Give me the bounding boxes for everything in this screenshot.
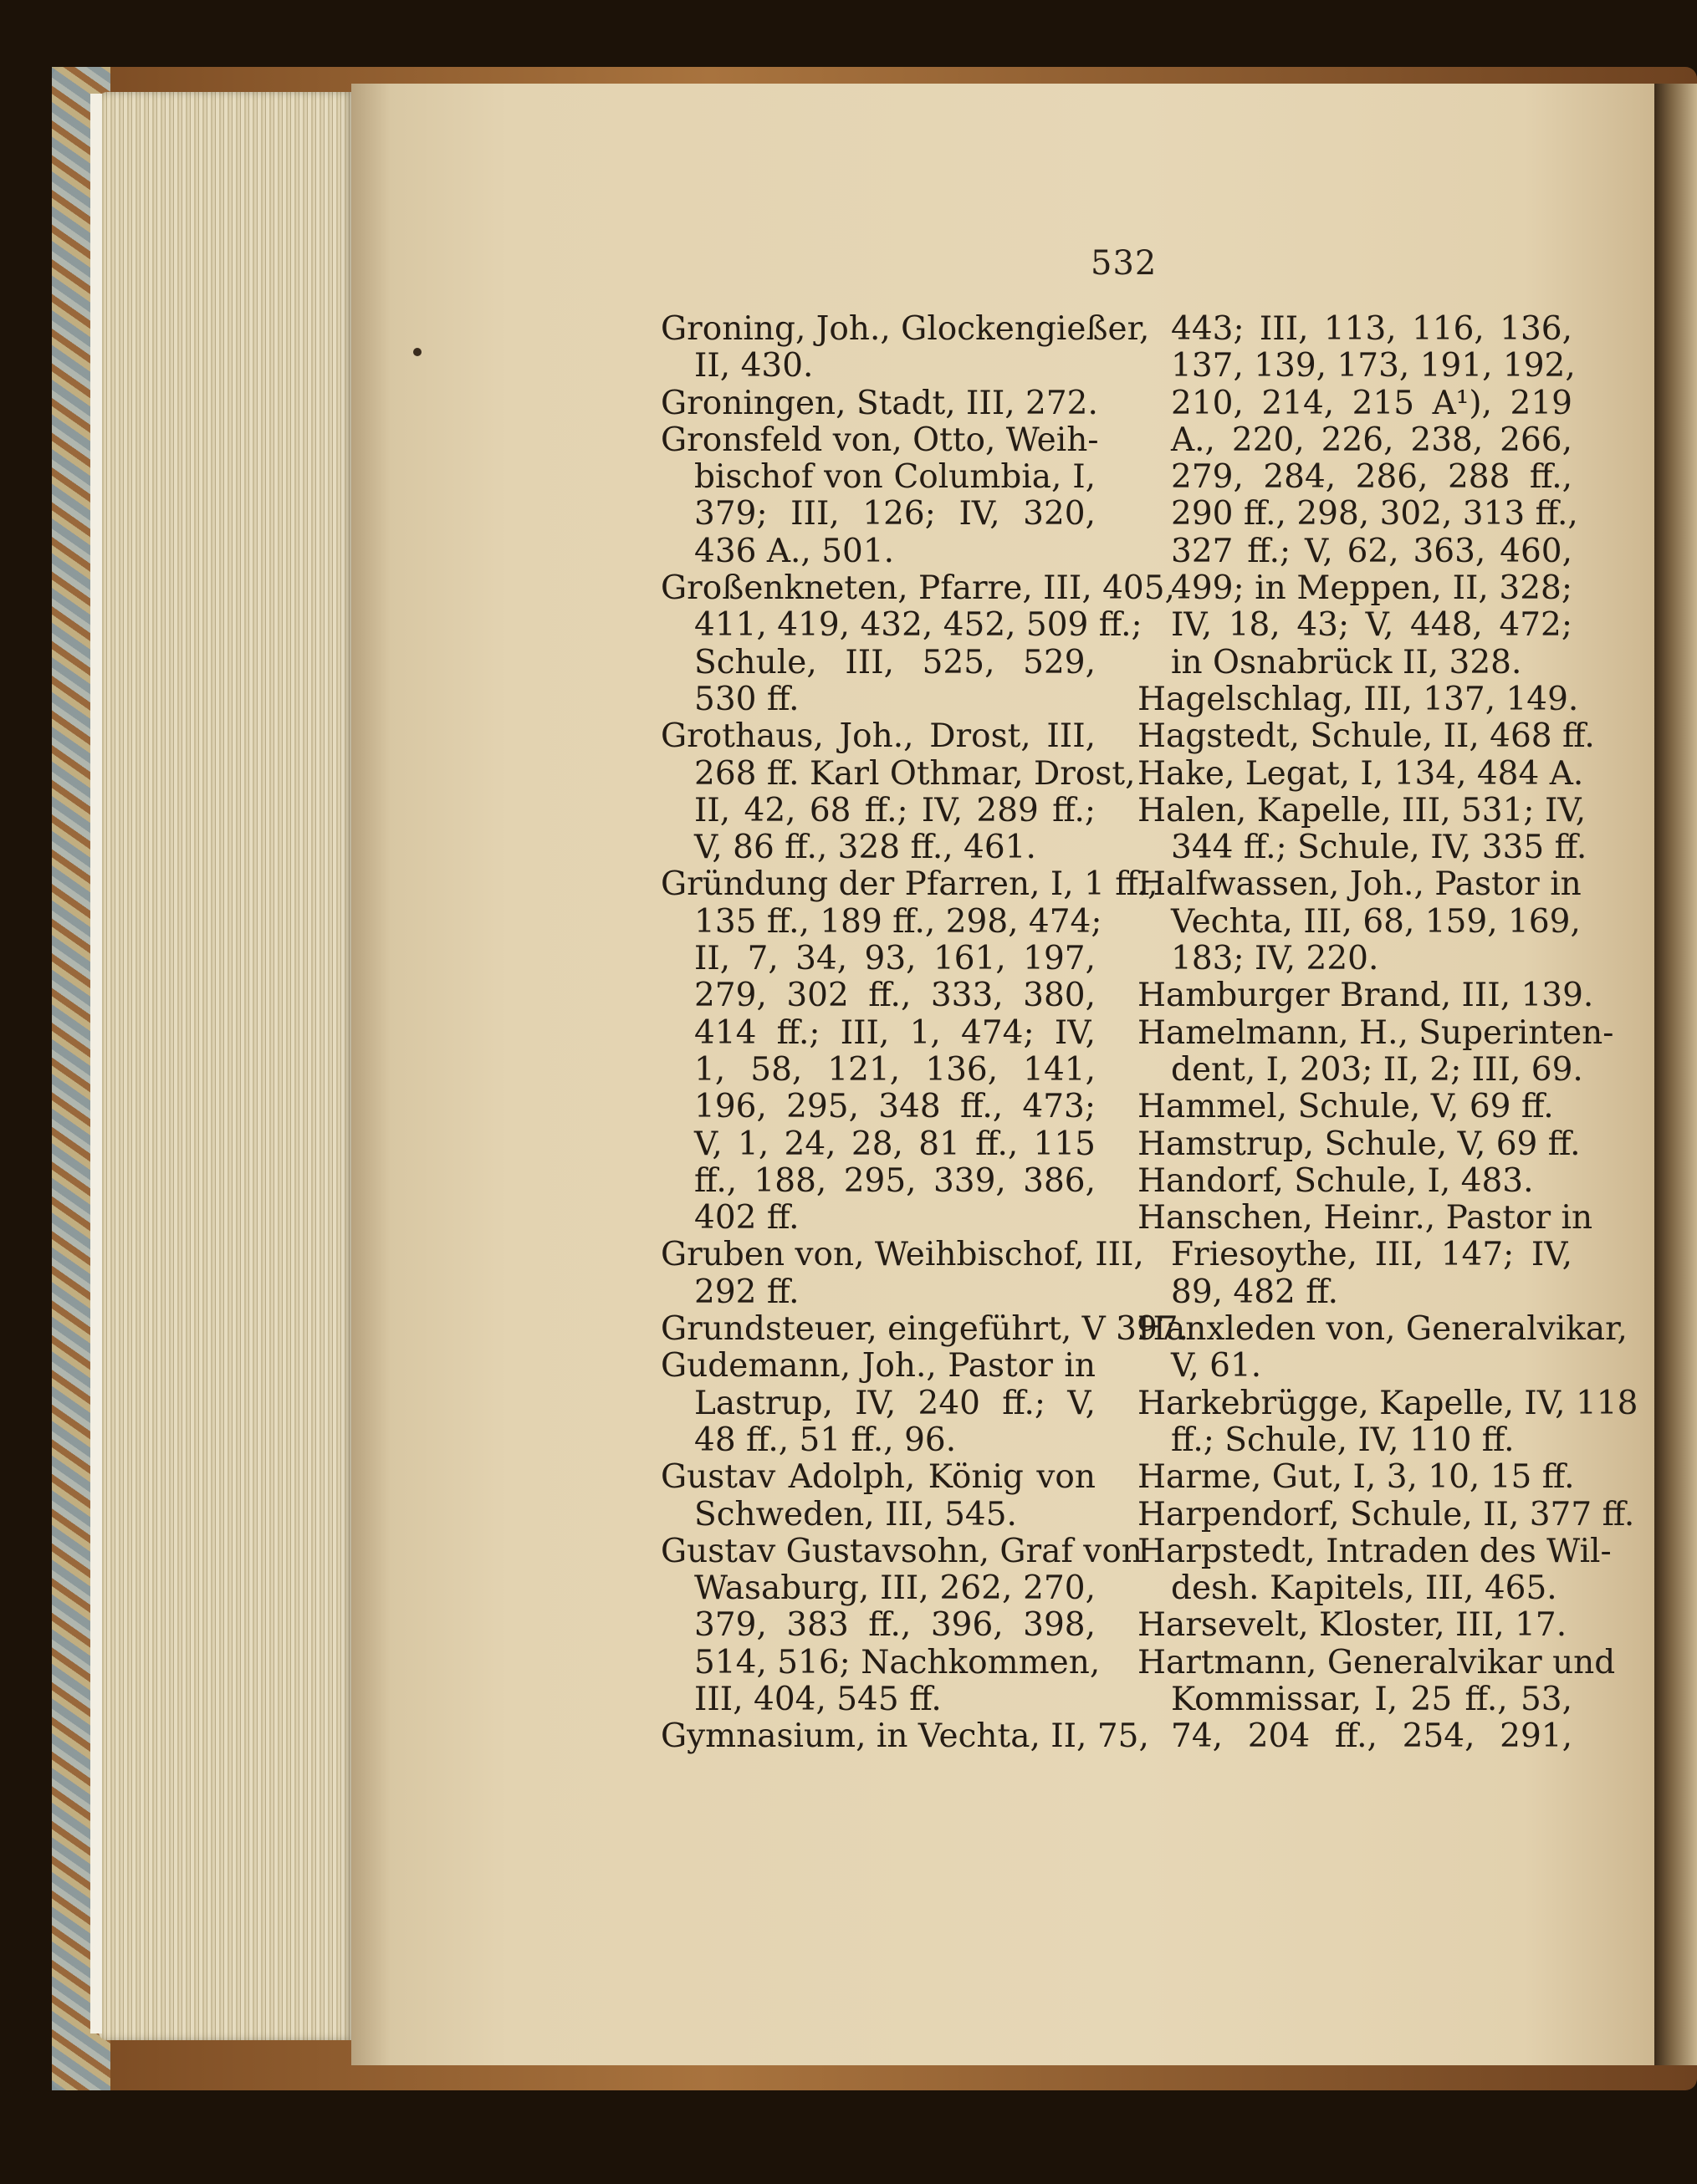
- index-line: Harkebrügge, Kapelle, IV, 118: [1137, 1384, 1638, 1422]
- index-line: Wasaburg, III, 262, 270,: [694, 1569, 1096, 1608]
- index-line: 402 ff.: [694, 1199, 800, 1237]
- index-line: 499; in Meppen, II, 328;: [1171, 569, 1572, 608]
- index-line: Hake, Legat, I, 134, 484 A.: [1137, 754, 1584, 793]
- index-line: 135 ff., 189 ff., 298, 474;: [694, 902, 1102, 941]
- index-line: in Osnabrück II, 328.: [1171, 643, 1522, 681]
- index-column-right: [1137, 310, 1638, 1756]
- index-line: Gymnasium, in Vechta, II, 75,: [661, 1717, 1149, 1756]
- index-line: Lastrup, IV, 240 ff.; V,: [694, 1384, 1096, 1422]
- index-line: Kommissar, I, 25 ff., 53,: [1171, 1680, 1572, 1718]
- index-line: Vechta, III, 68, 159, 169,: [1171, 902, 1581, 941]
- index-line: Hamstrup, Schule, V, 69 ff.: [1137, 1125, 1581, 1163]
- index-line: 379, 383 ff., 396, 398,: [694, 1606, 1096, 1645]
- index-line: ff., 188, 295, 339, 386,: [694, 1161, 1096, 1200]
- index-line: 89, 482 ff.: [1171, 1273, 1338, 1311]
- index-line: 137, 139, 173, 191, 192,: [1171, 347, 1576, 385]
- index-line: 436 A., 501.: [694, 532, 895, 570]
- index-line: II, 42, 68 ff.; IV, 289 ff.;: [694, 791, 1096, 829]
- index-line: Halen, Kapelle, III, 531; IV,: [1137, 791, 1587, 829]
- index-line: II, 430.: [694, 347, 814, 385]
- index-line: 290 ff., 298, 302, 313 ff.,: [1171, 495, 1578, 533]
- index-line: ff.; Schule, IV, 110 ff.: [1171, 1421, 1515, 1459]
- index-line: dent, I, 203; II, 2; III, 69.: [1171, 1050, 1583, 1089]
- index-line: Groningen, Stadt, III, 272.: [661, 384, 1098, 422]
- index-line: 210, 214, 215 A¹), 219: [1171, 384, 1572, 422]
- index-line: II, 7, 34, 93, 161, 197,: [694, 940, 1096, 978]
- index-line: bischof von Columbia, I,: [694, 458, 1096, 497]
- index-line: Hamburger Brand, III, 139.: [1137, 977, 1594, 1015]
- index-line: 411, 419, 432, 452, 509 ff.;: [694, 606, 1142, 645]
- index-line: 48 ff., 51 ff., 96.: [694, 1421, 957, 1459]
- index-line: 1, 58, 121, 136, 141,: [694, 1050, 1096, 1089]
- page-edge-highlight: [90, 94, 102, 2033]
- index-column-left: [661, 310, 1189, 1756]
- index-line: Gründung der Pfarren, I, 1 ff.,: [661, 865, 1158, 904]
- index-line: Grothaus, Joh., Drost, III,: [661, 717, 1096, 756]
- index-line: 183; IV, 220.: [1171, 940, 1379, 978]
- index-line: Schule, III, 525, 529,: [694, 643, 1096, 681]
- index-line: V, 61.: [1171, 1347, 1262, 1385]
- index-line: V, 1, 24, 28, 81 ff., 115: [694, 1125, 1096, 1163]
- index-line: Hagstedt, Schule, II, 468 ff.: [1137, 717, 1595, 756]
- index-line: Großenkneten, Pfarre, III, 405,: [661, 569, 1175, 608]
- index-line: Hanxleden von, Generalvikar,: [1137, 1310, 1628, 1349]
- index-line: Grundsteuer, eingeführt, V 397.: [661, 1310, 1189, 1349]
- index-line: 268 ff. Karl Othmar, Drost,: [694, 754, 1136, 793]
- index-line: Gudemann, Joh., Pastor in: [661, 1347, 1096, 1385]
- index-line: IV, 18, 43; V, 448, 472;: [1171, 606, 1572, 645]
- index-line: Schweden, III, 545.: [694, 1495, 1017, 1533]
- index-line: Handorf, Schule, I, 483.: [1137, 1161, 1534, 1200]
- index-line: Hanschen, Heinr., Pastor in: [1137, 1199, 1593, 1237]
- index-line: 414 ff.; III, 1, 474; IV,: [694, 1013, 1096, 1052]
- index-line: 196, 295, 348 ff., 473;: [694, 1088, 1096, 1126]
- index-line: desh. Kapitels, III, 465.: [1171, 1569, 1557, 1608]
- index-line: 379; III, 126; IV, 320,: [694, 495, 1096, 533]
- index-line: 344 ff.; Schule, IV, 335 ff.: [1171, 829, 1587, 867]
- index-line: Gustav Gustavsohn, Graf von: [661, 1532, 1142, 1570]
- book-gutter: [1654, 84, 1697, 2065]
- index-line: 530 ff.: [694, 680, 800, 718]
- index-line: Harpstedt, Intraden des Wil-: [1137, 1532, 1612, 1570]
- index-line: Harme, Gut, I, 3, 10, 15 ff.: [1137, 1458, 1575, 1497]
- index-line: 279, 284, 286, 288 ff.,: [1171, 458, 1572, 497]
- page-number: 532: [1091, 244, 1158, 283]
- page-edges: [99, 92, 354, 2040]
- index-line: Hagelschlag, III, 137, 149.: [1137, 680, 1579, 718]
- index-line: Harpendorf, Schule, II, 377 ff.: [1137, 1495, 1635, 1533]
- index-line: Friesoythe, III, 147; IV,: [1171, 1236, 1572, 1274]
- index-line: III, 404, 545 ff.: [694, 1680, 942, 1718]
- index-line: 514, 516; Nachkommen,: [694, 1643, 1101, 1681]
- index-line: Hamelmann, H., Superinten-: [1137, 1013, 1614, 1052]
- index-line: Harsevelt, Kloster, III, 17.: [1137, 1606, 1567, 1645]
- index-line: Halfwassen, Joh., Pastor in: [1137, 865, 1582, 904]
- index-line: Gruben von, Weihbischof, III,: [661, 1236, 1144, 1274]
- index-line: Hartmann, Generalvikar und: [1137, 1643, 1616, 1681]
- ink-spot: [413, 348, 422, 356]
- index-line: 327 ff.; V, 62, 363, 460,: [1171, 532, 1572, 570]
- index-line: 443; III, 113, 116, 136,: [1171, 310, 1572, 348]
- index-line: 279, 302 ff., 333, 380,: [694, 977, 1096, 1015]
- index-line: Groning, Joh., Glockengießer,: [661, 310, 1150, 348]
- index-line: A., 220, 226, 238, 266,: [1171, 421, 1572, 459]
- index-line: 74, 204 ff., 254, 291,: [1171, 1717, 1572, 1756]
- index-line: Hammel, Schule, V, 69 ff.: [1137, 1088, 1554, 1126]
- index-line: V, 86 ff., 328 ff., 461.: [694, 829, 1036, 867]
- index-line: 292 ff.: [694, 1273, 800, 1311]
- index-line: Gustav Adolph, König von: [661, 1458, 1096, 1497]
- index-line: Gronsfeld von, Otto, Weih-: [661, 421, 1099, 459]
